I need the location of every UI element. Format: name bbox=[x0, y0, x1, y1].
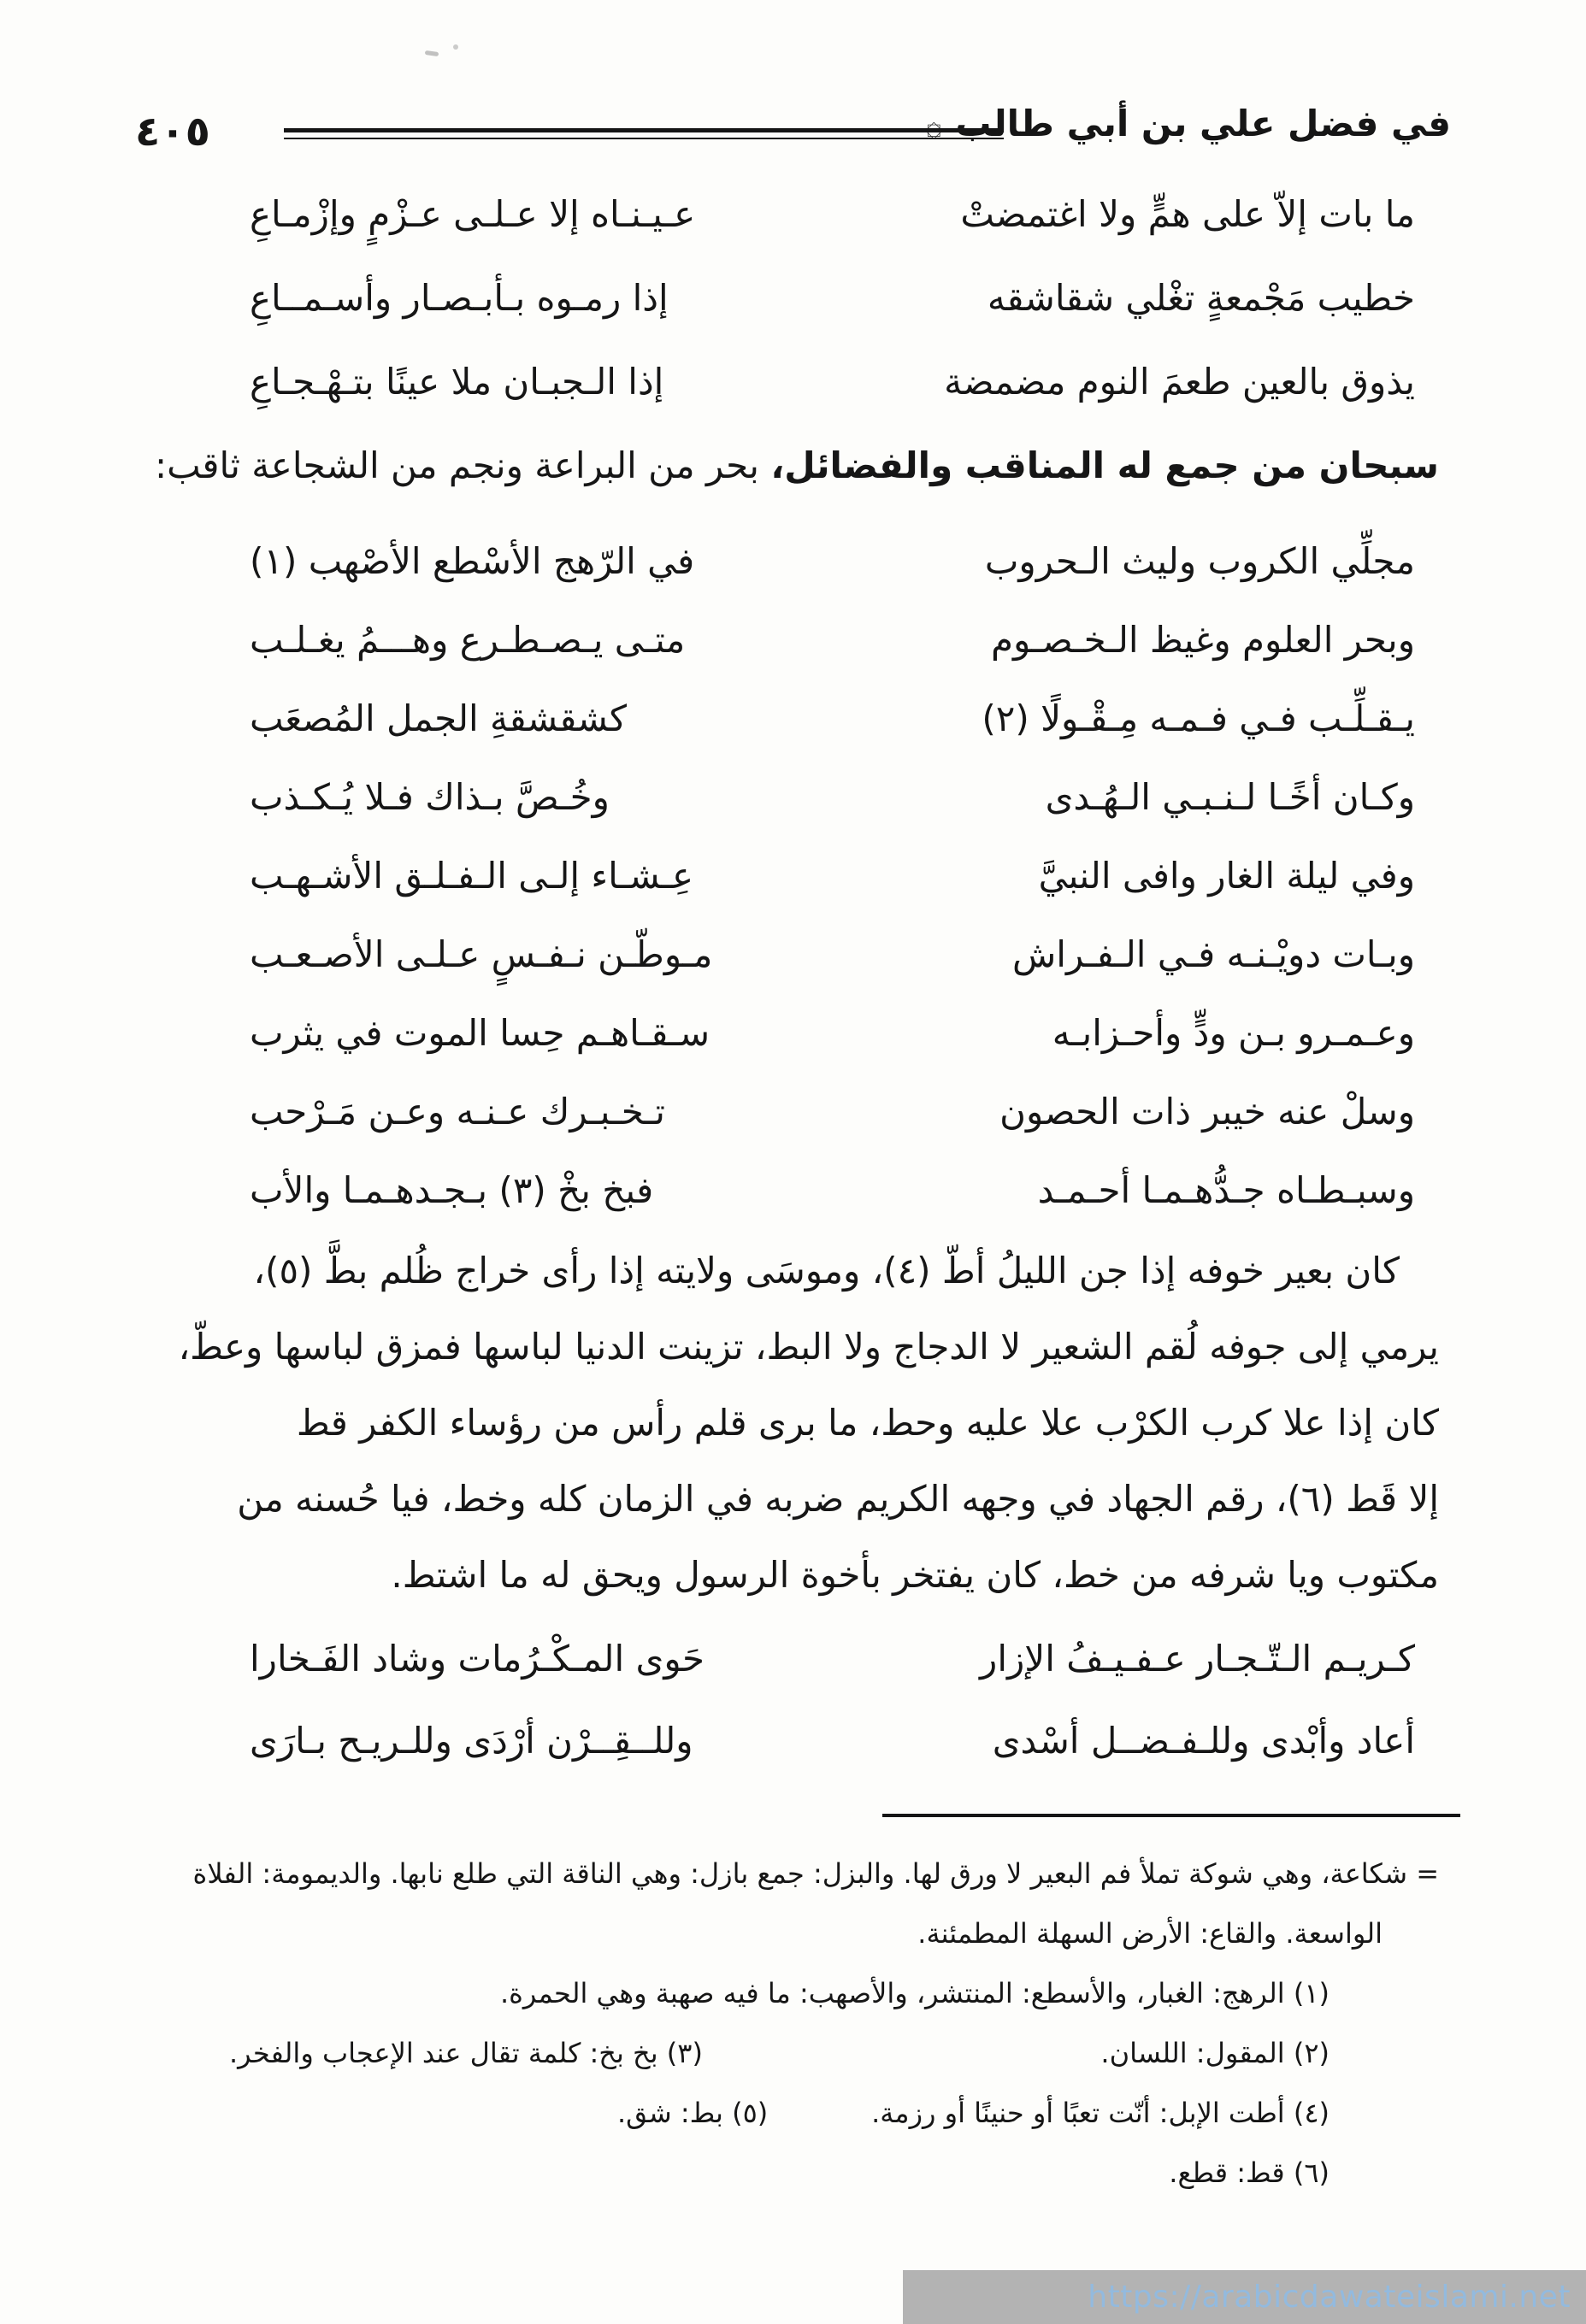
scan-speck bbox=[453, 44, 458, 50]
hemistich-right: يذوق بالعين طعمَ النوم مضمضة bbox=[944, 361, 1415, 403]
hemistich-right: وعـمـرو بـن ودٍّ وأحـزابـه bbox=[1052, 1012, 1415, 1054]
scan-speck bbox=[425, 50, 439, 56]
prose-line: مكتوب ويا شرفه من خط، كان يفتخر بأخوة الرسول ويحق له ما اشتط. bbox=[391, 1554, 1439, 1596]
hemistich-right: يـقـلِّـب فـي فـمـه مِـقْـولًا (٢) bbox=[982, 697, 1415, 739]
hemistich-right: أعاد وأبْدى وللـفـضــل أسْدى bbox=[992, 1720, 1415, 1762]
footnote-5: (٥) بط: شق. bbox=[617, 2097, 769, 2129]
hemistich-right: وبحر العلوم وغيظ الـخـصـوم bbox=[990, 619, 1415, 661]
watermark-url: https://arabicdawateislami.net bbox=[1088, 2280, 1571, 2315]
footnote-continuation-line-2: الواسعة. والقاع: الأرض السهلة المطمئنة. bbox=[917, 1917, 1383, 1950]
footnote-2: (٢) المقول: اللسان. bbox=[1100, 2037, 1330, 2069]
prose-line: كان إذا علا كرب الكرْب علا عليه وحط، ما برى قلم رأس من رؤساء الكفر قط bbox=[296, 1402, 1439, 1444]
verse-row bbox=[0, 1010, 1586, 1067]
prose-line: إلا قَط (٦)، رقم الجهاد في وجهه الكريم ضربه في الزمان كله وخط، فيا حُسنه من bbox=[237, 1478, 1439, 1520]
prose-line: يرمي إلى جوفه لُقم الشعير لا الدجاج ولا البط، تزينت الدنيا لباسها فمزق لباسها وعطّ، bbox=[178, 1326, 1439, 1368]
hemistich-left: مـوطّـن نـفـسٍ عـلـى الأصـعـب bbox=[250, 933, 713, 975]
verse-row bbox=[0, 1089, 1586, 1145]
footnote-4: (٤) أطت الإبل: أنّت تعبًا أو حنينًا أو رزمة. bbox=[871, 2097, 1330, 2129]
verse-row bbox=[0, 617, 1586, 674]
hemistich-right: وفي ليلة الغار وافى النبيَّ bbox=[1038, 855, 1415, 897]
footnote-continuation-line-1: = شكاعة، وهي شوكة تملأ فم البعير لا ورق لها. والبزل: جمع بازل: وهي الناقة التي طلع نابها. والديمومة: الفلاة bbox=[192, 1857, 1439, 1890]
verse-row bbox=[0, 932, 1586, 988]
hemistich-left: في الرّهج الأسْطع الأصْهب (١) bbox=[250, 540, 695, 582]
hemistich-left: إذا الـجبـان ملا عينًا بتـهْـجـاعِ bbox=[250, 361, 664, 403]
footnote-separator-rule bbox=[882, 1814, 1460, 1817]
hemistich-left: فبخ بخْ (٣) بـجـدهـمـا والأب bbox=[250, 1169, 654, 1211]
leadin-rest-text: بحر من البراعة ونجم من الشجاعة ثاقب: bbox=[154, 444, 771, 486]
verse-row bbox=[0, 774, 1586, 831]
hemistich-left: متـى يـصـطـرع وهـــمُ يغـلـب bbox=[250, 619, 686, 661]
prose-line: كان بعير خوفه إذا جن الليلُ أطّ (٤)، وموسَى ولايته إذا رأى خراج ظُلم بطَّ (٥)، bbox=[253, 1250, 1400, 1291]
footnote-3: (٣) بخ بخ: كلمة تقال عند الإعجاب والفخر. bbox=[229, 2037, 703, 2069]
hemistich-left: تـخـبـرك عـنـه وعـن مَـرْحب bbox=[250, 1091, 665, 1133]
hemistich-right: وكـان أخًـا لـنـبـي الـهُـدى bbox=[1045, 776, 1415, 818]
leadin-line bbox=[155, 443, 1439, 490]
hemistich-left: عـيـنـاه إلا عـلـى عـزْمٍ وإزْمـاعِ bbox=[250, 193, 696, 235]
hemistich-right: وسبـطـاه جـدُّهـمـا أحـمـد bbox=[1037, 1169, 1415, 1211]
hemistich-left: إذا رمـوه بـأبـصـار وأسـمــاعِ bbox=[250, 277, 669, 319]
chapter-title-text: في فضل علي بن أبي طالب bbox=[955, 103, 1451, 144]
verse-row bbox=[0, 191, 1586, 248]
verse-row bbox=[0, 696, 1586, 752]
hemistich-right: وسلْ عنه خيبر ذات الحصون bbox=[999, 1091, 1415, 1133]
hemistich-right: ما بات إلاّ على همٍّ ولا اغتمضتْ bbox=[960, 193, 1415, 235]
hemistich-left: عِـشـاء إلـى الـفـلـق الأشـهـب bbox=[250, 855, 694, 897]
hemistich-right: خطيب مَجْمعةٍ تغْلي شقاشقه bbox=[987, 277, 1415, 319]
hemistich-right: كـريـم الـتّـجـار عـفـيـفُ الإزار bbox=[980, 1638, 1415, 1680]
page-number: ٤٠٥ bbox=[135, 108, 210, 156]
hemistich-right: وبـات دويْـنـه فـي الـفـراش bbox=[1012, 933, 1415, 975]
watermark-band bbox=[903, 2270, 1586, 2324]
leadin-bold-text: سبحان من جمع له المناقب والفضائل، bbox=[770, 444, 1439, 486]
hemistich-left: سـقـاهـم حِسا الموت في يثرب bbox=[250, 1012, 710, 1054]
verse-row bbox=[0, 853, 1586, 909]
footnote-1: (١) الرهج: الغبار، والأسطع: المنتشر، والأصهب: ما فيه صهبة وهي الحمرة. bbox=[499, 1977, 1330, 2009]
verse-row bbox=[0, 538, 1586, 595]
verse-row bbox=[0, 275, 1586, 332]
verse-row bbox=[0, 1636, 1586, 1692]
hemistich-left: حَوى المـكْـرُمات وشاد الفَـخارا bbox=[250, 1638, 705, 1680]
header-double-rule bbox=[284, 128, 1004, 139]
verse-row bbox=[0, 1718, 1586, 1774]
chapter-title bbox=[925, 103, 1451, 144]
verse-row bbox=[0, 359, 1586, 415]
honorific-ornament-icon: ۞ bbox=[924, 109, 943, 144]
footnote-6: (٦) قط: قطع. bbox=[1169, 2156, 1330, 2189]
verse-row bbox=[0, 1168, 1586, 1224]
hemistich-left: كشقشقةِ الجمل المُصعَب bbox=[250, 697, 627, 739]
hemistich-left: وللــقِــرْن أرْدَى وللـريـح بـارَى bbox=[250, 1720, 693, 1762]
hemistich-left: وخُـصَّ بـذاك فـلا يُـكـذب bbox=[250, 776, 610, 818]
hemistich-right: مجلِّي الكروب وليث الـحروب bbox=[984, 540, 1415, 582]
